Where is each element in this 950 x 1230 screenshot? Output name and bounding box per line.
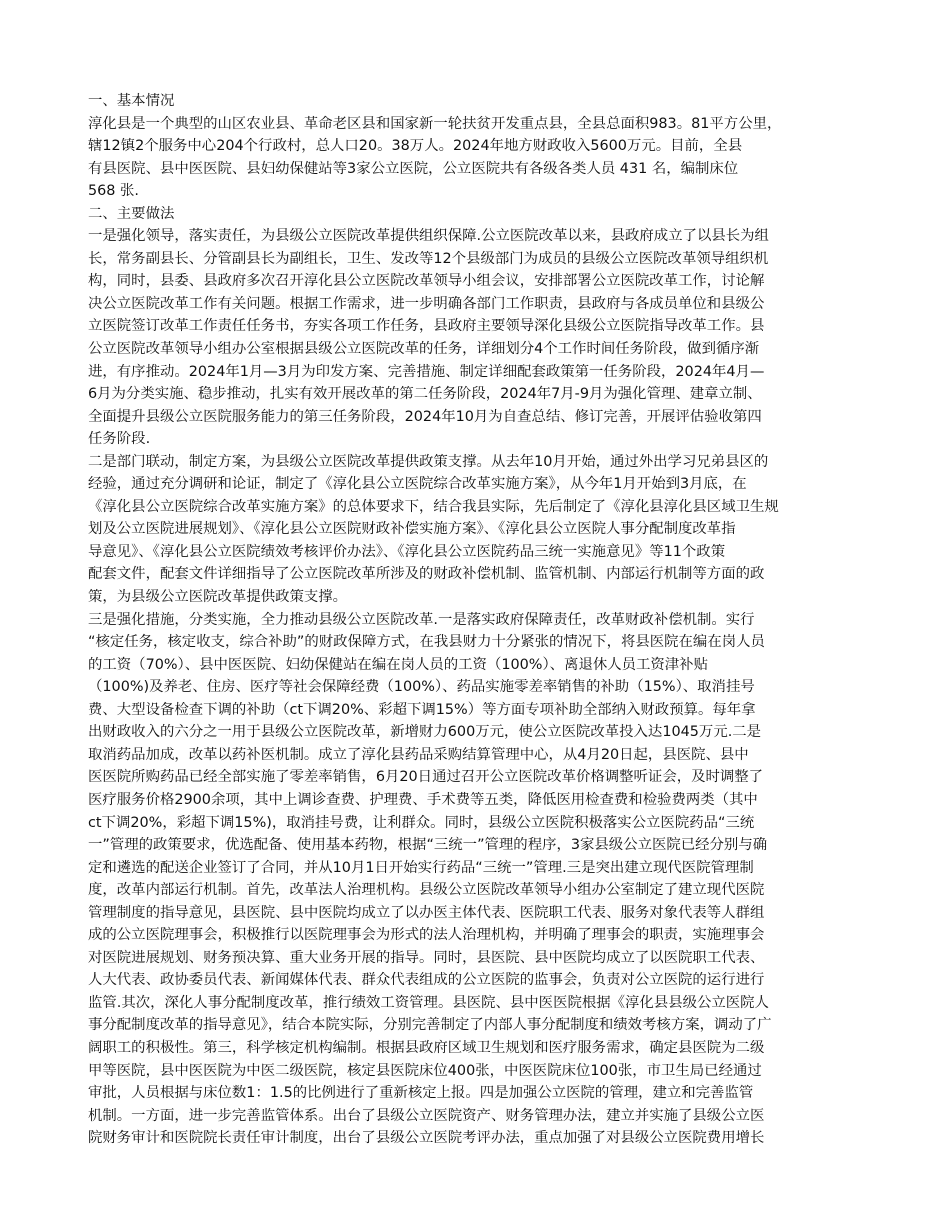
paragraph-line: 成的公立医院理事会，积极推行以医院理事会为形式的法人治理机构，并明确了理事会的职责，实施理事会 <box>88 927 765 944</box>
paragraph-line: 度，改革内部运行机制。首先，改革法人治理机构。县级公立医院改革领导小组办公室制定了建立现代医院 <box>88 882 765 899</box>
paragraph-line: 568 张. <box>88 183 140 200</box>
paragraph-line: 三是强化措施，分类实施，全力推动县级公立医院改革.一是落实政府保障责任，改革财政补偿机制。实行 <box>88 611 755 628</box>
paragraph-line: 监管.其次，深化人事分配制度改革，推行绩效工资管理。县医院、县中医医院根据《淳化县县级公立医院人 <box>88 994 769 1011</box>
paragraph-line: “核定任务，核定收支，综合补助”的财政保障方式，在我县财力十分紧张的情况下，将县医院在编在岗人员 <box>88 634 765 651</box>
paragraph-line: 的工资（70%）、县中医医院、妇幼保健站在编在岗人员的工资（100%）、离退休人员工资津补贴 <box>88 656 708 673</box>
paragraph-line: 对医院进展规划、财务预决算、重大业务开展的指导。同时，县医院、县中医院均成立了以医院职工代表、 <box>88 949 765 966</box>
paragraph-line: 一是强化领导，落实责任，为县级公立医院改革提供组织保障.公立医院改革以来，县政府成立了以县长为组 <box>88 228 769 245</box>
paragraph-line: 医疗服务价格2900余项，其中上调诊查费、护理费、手术费等五类，降低医用检查费和检验费两类（其中 <box>88 791 758 808</box>
paragraph-line: 出财政收入的六分之一用于县级公立医院改革，新增财力600万元，使公立医院改革投入达1045万元.二是 <box>88 724 762 741</box>
paragraph-line: 6月为分类实施、稳步推动，扎实有效开展改革的第二任务阶段，2024年7月-9月为强化管理、建章立制、 <box>88 386 762 403</box>
paragraph-line: 全面提升县级公立医院服务能力的第三任务阶段，2024年10月为自查总结、修订完善，开展评估验收第四 <box>88 408 762 425</box>
paragraph-line: 辖12镇2个服务中心204个行政村，总人口20。38万人。2024年地方财政收入5600万元。目前，全县 <box>88 138 743 155</box>
paragraph-line: 事分配制度改革的指导意见》，结合本院实际，分别完善制定了内部人事分配制度和绩效考核方案，调动了广 <box>88 1017 772 1034</box>
paragraph-line: 管理制度的指导意见，县医院、县中医院均成立了以办医主体代表、医院职工代表、服务对象代表等人群组 <box>88 904 765 921</box>
paragraph-line: 《淳化县公立医院综合改革实施方案》的总体要求下，结合我县实际，先后制定了《淳化县淳化县区域卫生规 <box>88 498 779 515</box>
paragraph-line: 院财务审计和医院院长责任审计制度，出台了县级公立医院考评办法，重点加强了对县级公立医院费用增长 <box>88 1130 765 1147</box>
paragraph-line: 有县医院、县中医医院、县妇幼保健站等3家公立医院，公立医院共有各级各类人员 431 名，编制床位 <box>88 160 739 177</box>
paragraph-line: 决公立医院改革工作有关问题。根据工作需求，进一步明确各部门工作职责，县政府与各成员单位和县级公 <box>88 295 765 312</box>
section-heading-main-practices: 二、主要做法 <box>88 205 175 222</box>
paragraph-line: 进，有序推动。2024年1月—3月为印发方案、完善措施、制定详细配套政策第一任务阶段，2024年4月— <box>88 363 765 380</box>
paragraph-line: 阔职工的积极性。第三，科学核定机构编制。根据县政府区域卫生规划和医疗服务需求，确定县医院为二级 <box>88 1039 765 1056</box>
paragraph-line: 审批，人员根据与床位数1：1.5的比例进行了重新核定上报。四是加强公立医院的管理，建立和完善监管 <box>88 1085 754 1102</box>
paragraph-line: 长，常务副县长、分管副县长为副组长，卫生、发改等12个县级部门为成员的县级公立医院改革领导组织机 <box>88 250 769 267</box>
paragraph-line: 费、大型设备检查下调的补助（ct下调20%、彩超下调15%）等方面专项补助全部纳入财政预算。每年拿 <box>88 701 756 718</box>
paragraph-line: 定和遴选的配送企业签订了合同，并从10月1日开始实行药品“三统一”管理.三是突出建立现代医院管理制 <box>88 859 754 876</box>
paragraph-line: 配套文件，配套文件详细指导了公立医院改革所涉及的财政补偿机制、监管机制、内部运行机制等方面的政 <box>88 566 765 583</box>
paragraph-line: 人大代表、政协委员代表、新闻媒体代表、群众代表组成的公立医院的监事会，负责对公立医院的运行进行 <box>88 972 765 989</box>
paragraph-line: 构，同时，县委、县政府多次召开淳化县公立医院改革领导小组会议，安排部署公立医院改革工作，讨论解 <box>88 273 765 290</box>
paragraph-line: ct下调20%，彩超下调15%)，取消挂号费，让利群众。同时，县级公立医院积极落实公立医院药品“三统 <box>88 814 755 831</box>
paragraph-line: 公立医院改革领导小组办公室根据县级公立医院改革的任务，详细划分4个工作时间任务阶段，做到循序渐 <box>88 341 760 358</box>
paragraph-line: 机制。一方面，进一步完善监管体系。出台了县级公立医院资产、财务管理办法，建立并实施了县级公立医 <box>88 1107 765 1124</box>
paragraph-line: 取消药品加成，改革以药补医机制。成立了淳化县药品采购结算管理中心，从4月20日起，县医院、县中 <box>88 746 749 763</box>
paragraph-line: 经验，通过充分调研和论证，制定了《淳化县公立医院综合改革实施方案》，从今年1月开始到3月底，在 <box>88 476 747 493</box>
paragraph-line: 划及公立医院进展规划》、《淳化县公立医院财政补偿实施方案》、《淳化县公立医院人事分配制度改革指 <box>88 521 736 538</box>
document-page <box>88 90 878 1150</box>
section-basic-info-body <box>88 113 878 203</box>
paragraph-line: 策，为县级公立医院改革提供政策支撑。 <box>88 589 348 606</box>
paragraph-line: 立医院签订改革工作责任任务书，夯实各项工作任务，县政府主要领导深化县级公立医院指导改革工作。县 <box>88 318 765 335</box>
paragraph-line: 甲等医院，县中医医院为中医二级医院，核定县医院床位400张，中医医院床位100张，市卫生局已经通过 <box>88 1062 762 1079</box>
paragraph-line: 二是部门联动，制定方案，为县级公立医院改革提供政策支撑。从去年10月开始，通过外出学习兄弟县区的 <box>88 453 769 470</box>
paragraph-line: 医医院所购药品已经全部实施了零差率销售，6月20日通过召开公立医院改革价格调整听证会，及时调整了 <box>88 769 764 786</box>
paragraph-line: 淳化县是一个典型的山区农业县、革命老区县和国家新一轮扶贫开发重点县，全县总面积983。81平方公里， <box>88 115 782 132</box>
section-main-practices-body <box>88 225 878 1149</box>
paragraph-line: 一”管理的政策要求，优选配备、使用基本药物，根据“三统一”管理的程序，3家县级公立医院已经分别与确 <box>88 837 768 854</box>
section-heading-basic-info: 一、基本情况 <box>88 93 175 109</box>
paragraph-line: （100%)及养老、住房、医疗等社会保障经费（100%）、药品实施零差率销售的补助（15%）、取消挂号 <box>88 679 755 696</box>
paragraph-line: 导意见》、《淳化县公立医院绩效考核评价办法》、《淳化县公立医院药品三统一实施意见》等11个政策 <box>88 543 726 560</box>
paragraph-line: 任务阶段. <box>88 431 151 448</box>
